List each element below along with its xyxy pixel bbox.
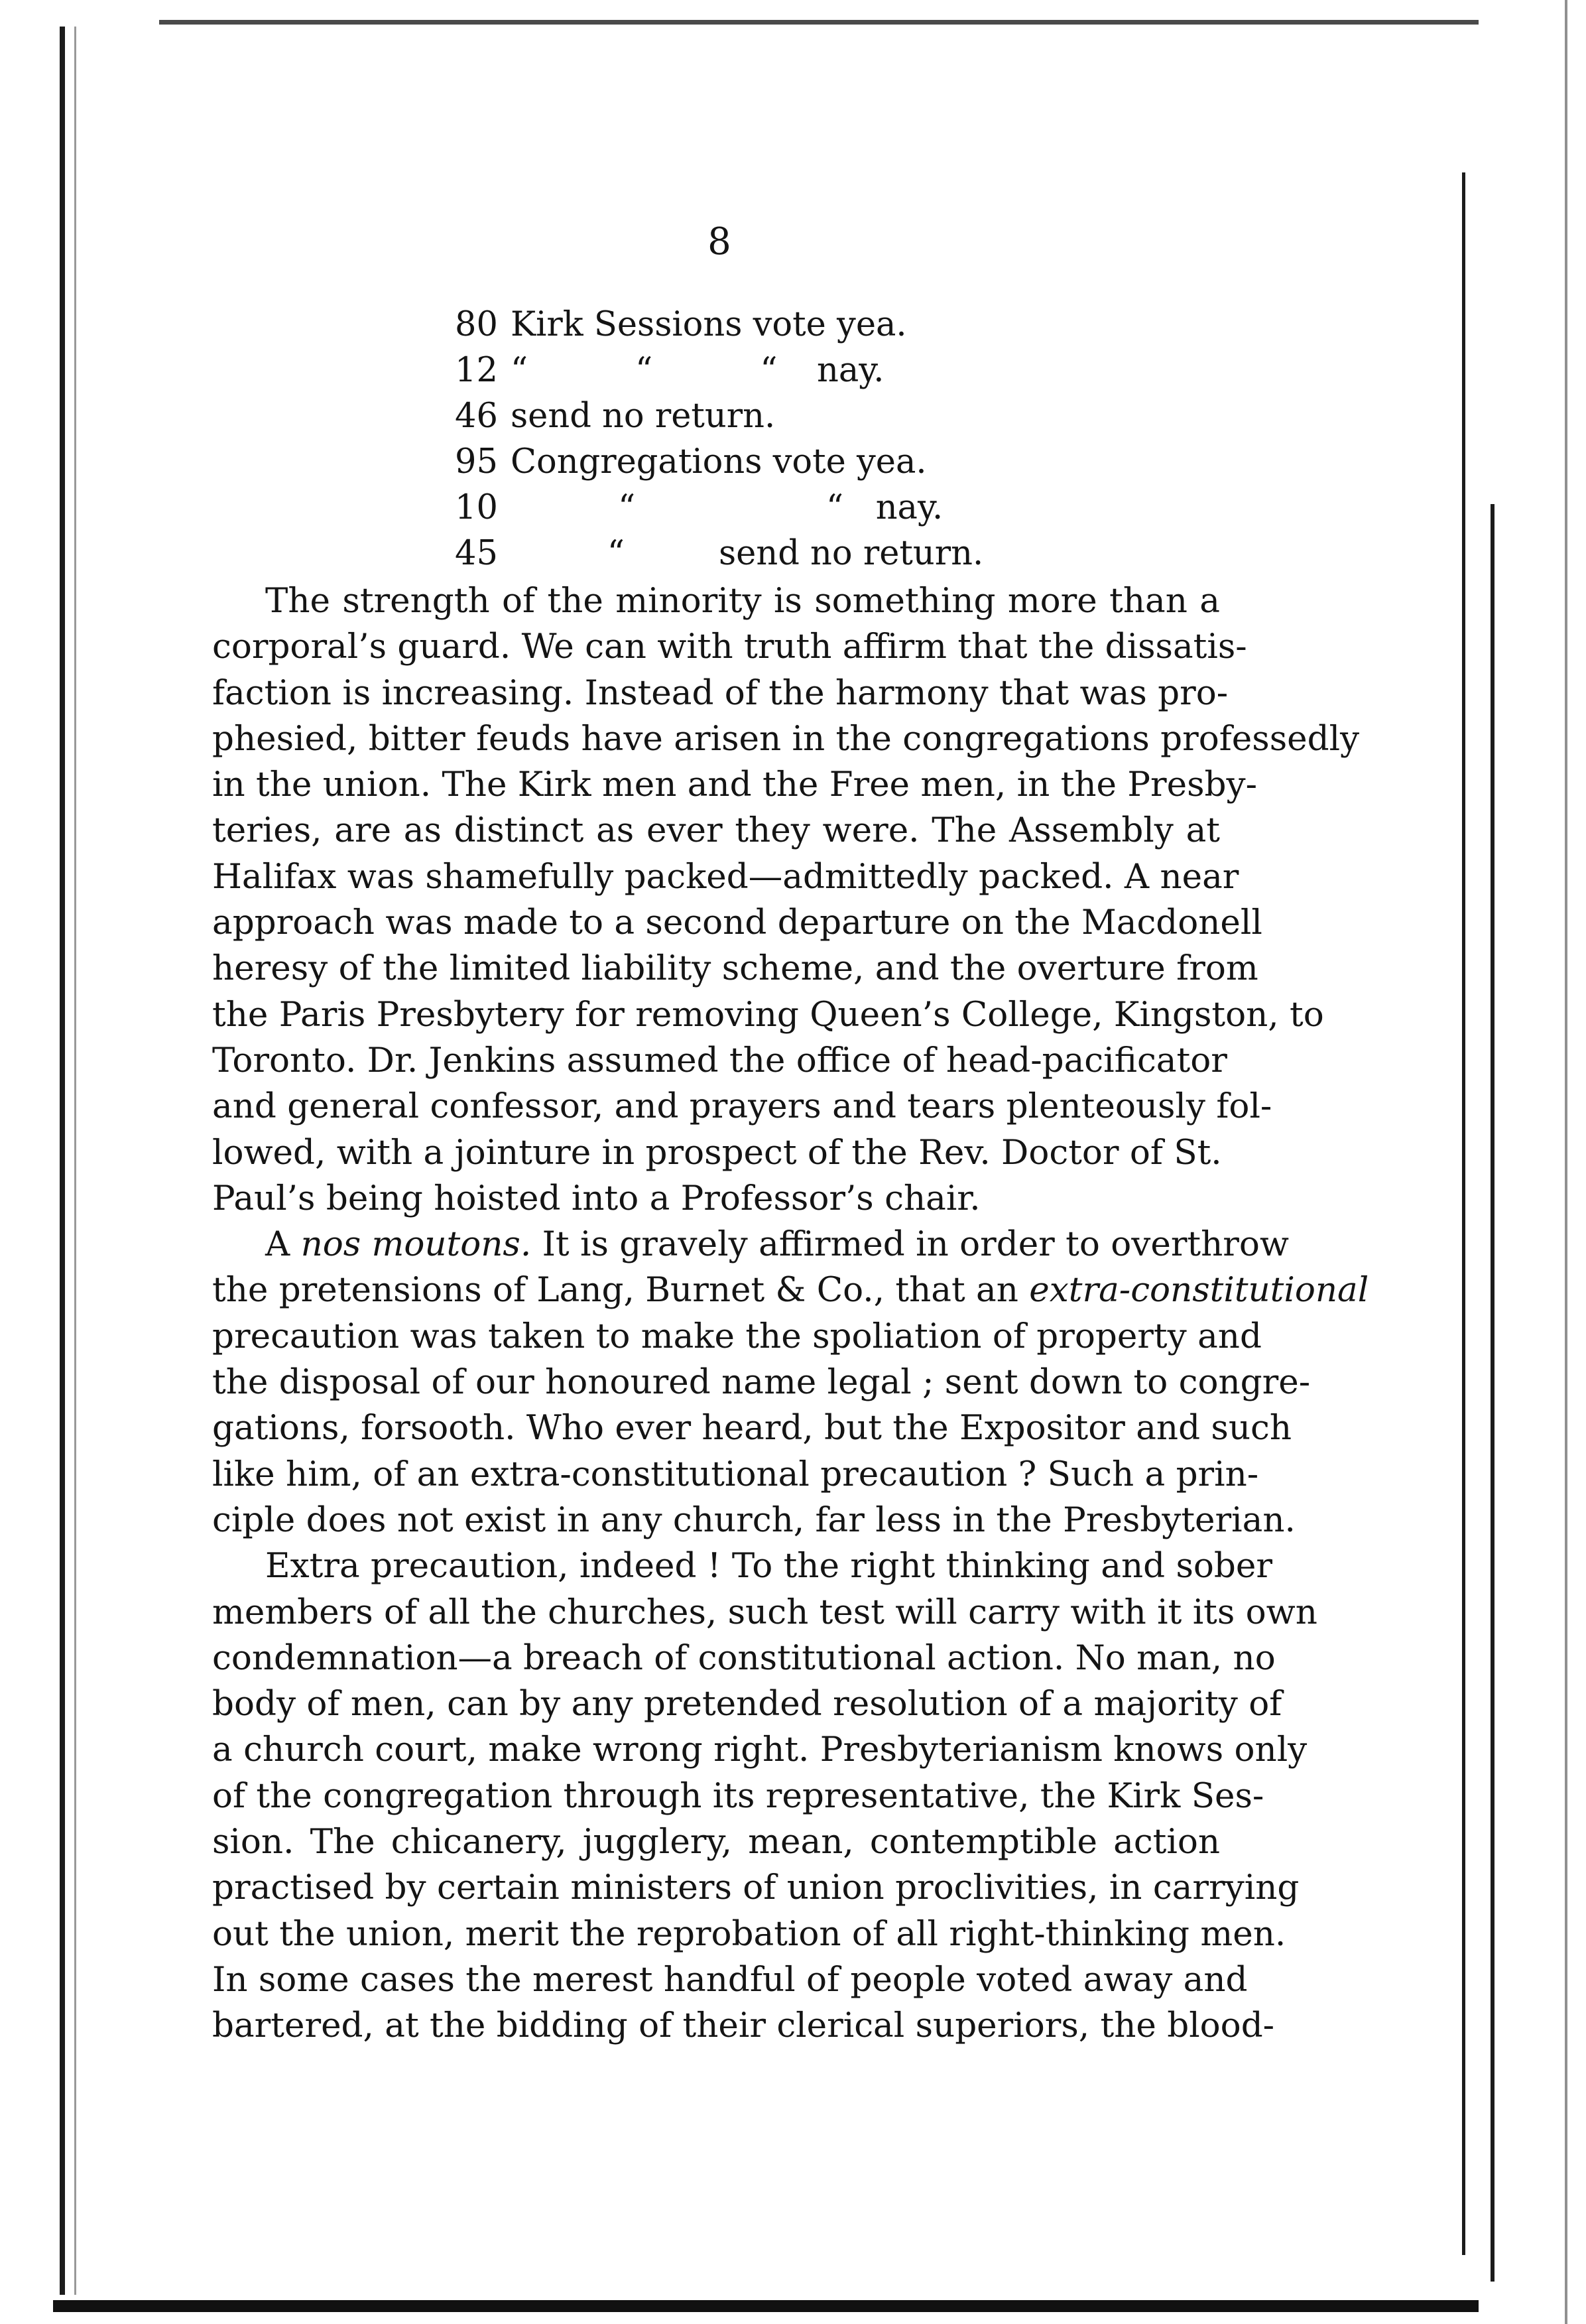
tally-count: 46 [455,397,498,436]
text-line: and general confessor, and prayers and tears plenteously fol- [212,1086,1272,1127]
paragraph [212,578,1360,1222]
text-line: bartered, at the bidding of their clerical superiors, the blood- [212,2006,1275,2046]
tally-label: “ [511,488,636,527]
tally-row [455,531,1052,576]
scan-edge-bottom [53,2300,1479,2312]
tally-label-tail: “ nay. [826,488,944,527]
text-line: Toronto. Dr. Jenkins assumed the office of head-pacificator [212,1040,1227,1080]
page-number: 8 [707,220,731,263]
scan-edge-right-fold [1491,504,1494,2282]
tally-row [455,302,1052,348]
tally-count: 95 [455,442,498,482]
text-line: A nos moutons. It is gravely affirmed in order to overthrow [265,1224,1290,1265]
text-line: Paul’s being hoisted into a Professor’s chair. [212,1178,981,1218]
tally-count: 10 [455,488,498,527]
text-line: body of men, can by any pretended resolution of a majority of [212,1684,1282,1724]
tally-count: 45 [455,534,498,573]
tally-label: “ [511,534,625,573]
body-text [212,578,1369,2049]
tally-count: 12 [455,351,498,390]
text-line: sion. The chicanery, jugglery, mean, contemptible action [212,1822,1220,1862]
paragraph [212,1543,1317,2049]
tally-label-tail: send no return. [719,534,984,573]
text-line: faction is increasing. Instead of the harmony that was pro- [212,673,1229,713]
tally-label: “ “ “ [511,351,778,390]
tally-row [455,348,1052,393]
text-line: heresy of the limited liability scheme, and the overture from [212,948,1258,989]
text-line: In some cases the merest handful of people voted away and [212,1959,1248,2000]
text-line: gations, forsooth. Who ever heard, but the Expositor and such [212,1408,1292,1449]
tally-row [455,393,1052,439]
tally-row [455,485,1052,531]
tally-label: Congregations vote yea. [511,442,927,482]
tally-count: 80 [455,305,498,344]
scan-edge-left [60,27,65,2295]
text-line: members of all the churches, such test will carry with it its own [212,1592,1317,1632]
text-line: The strength of the minority is something more than a [265,581,1220,621]
text-line: the Paris Presbytery for removing Queen’s College, Kingston, to [212,994,1324,1035]
text-line: the disposal of our honoured name legal ; sent down to congre- [212,1362,1311,1403]
text-line: teries, are as distinct as ever they were. The Assembly at [212,810,1220,851]
text-line: a church court, make wrong right. Presbyterianism knows only [212,1730,1308,1770]
text-line: out the union, merit the reprobation of all right-thinking men. [212,1913,1286,1954]
tally-label: send no return. [511,397,776,436]
text-line: condemnation—a breach of constitutional action. No man, no [212,1638,1276,1678]
text-line: practised by certain ministers of union proclivities, in carrying [212,1868,1300,1908]
scan-edge-top [159,20,1479,25]
text-line: precaution was taken to make the spoliation of property and [212,1316,1262,1356]
text-line: in the union. The Kirk men and the Free men, in the Presby- [212,765,1257,805]
tally-label-tail: nay. [817,351,884,390]
paragraph [212,1222,1369,1543]
scan-edge-left-inner [74,27,76,2295]
scan-edge-far-right [1565,0,1567,2324]
text-line: approach was made to a second departure on the Macdonell [212,903,1262,943]
text-line: like him, of an extra-constitutional precaution ? Such a prin- [212,1454,1259,1494]
text-line: Halifax was shamefully packed—admittedly packed. A near [212,856,1239,897]
text-line: ciple does not exist in any church, far less in the Presbyterian. [212,1500,1296,1540]
text-line: phesied, bitter feuds have arisen in the congregations professedly [212,718,1360,759]
text-line: Extra precaution, indeed ! To the right thinking and sober [265,1546,1272,1586]
tally-label: Kirk Sessions vote yea. [511,305,907,344]
scan-edge-right [1462,172,1465,2255]
vote-tally [455,302,1052,576]
text-line: of the congregation through its representative, the Kirk Ses- [212,1775,1264,1816]
tally-row [455,439,1052,485]
text-line: the pretensions of Lang, Burnet & Co., that an extra-constitutional [212,1270,1369,1311]
text-line: corporal’s guard. We can with truth affirm that the dissatis- [212,627,1247,667]
text-line: lowed, with a jointure in prospect of the Rev. Doctor of St. [212,1132,1222,1173]
